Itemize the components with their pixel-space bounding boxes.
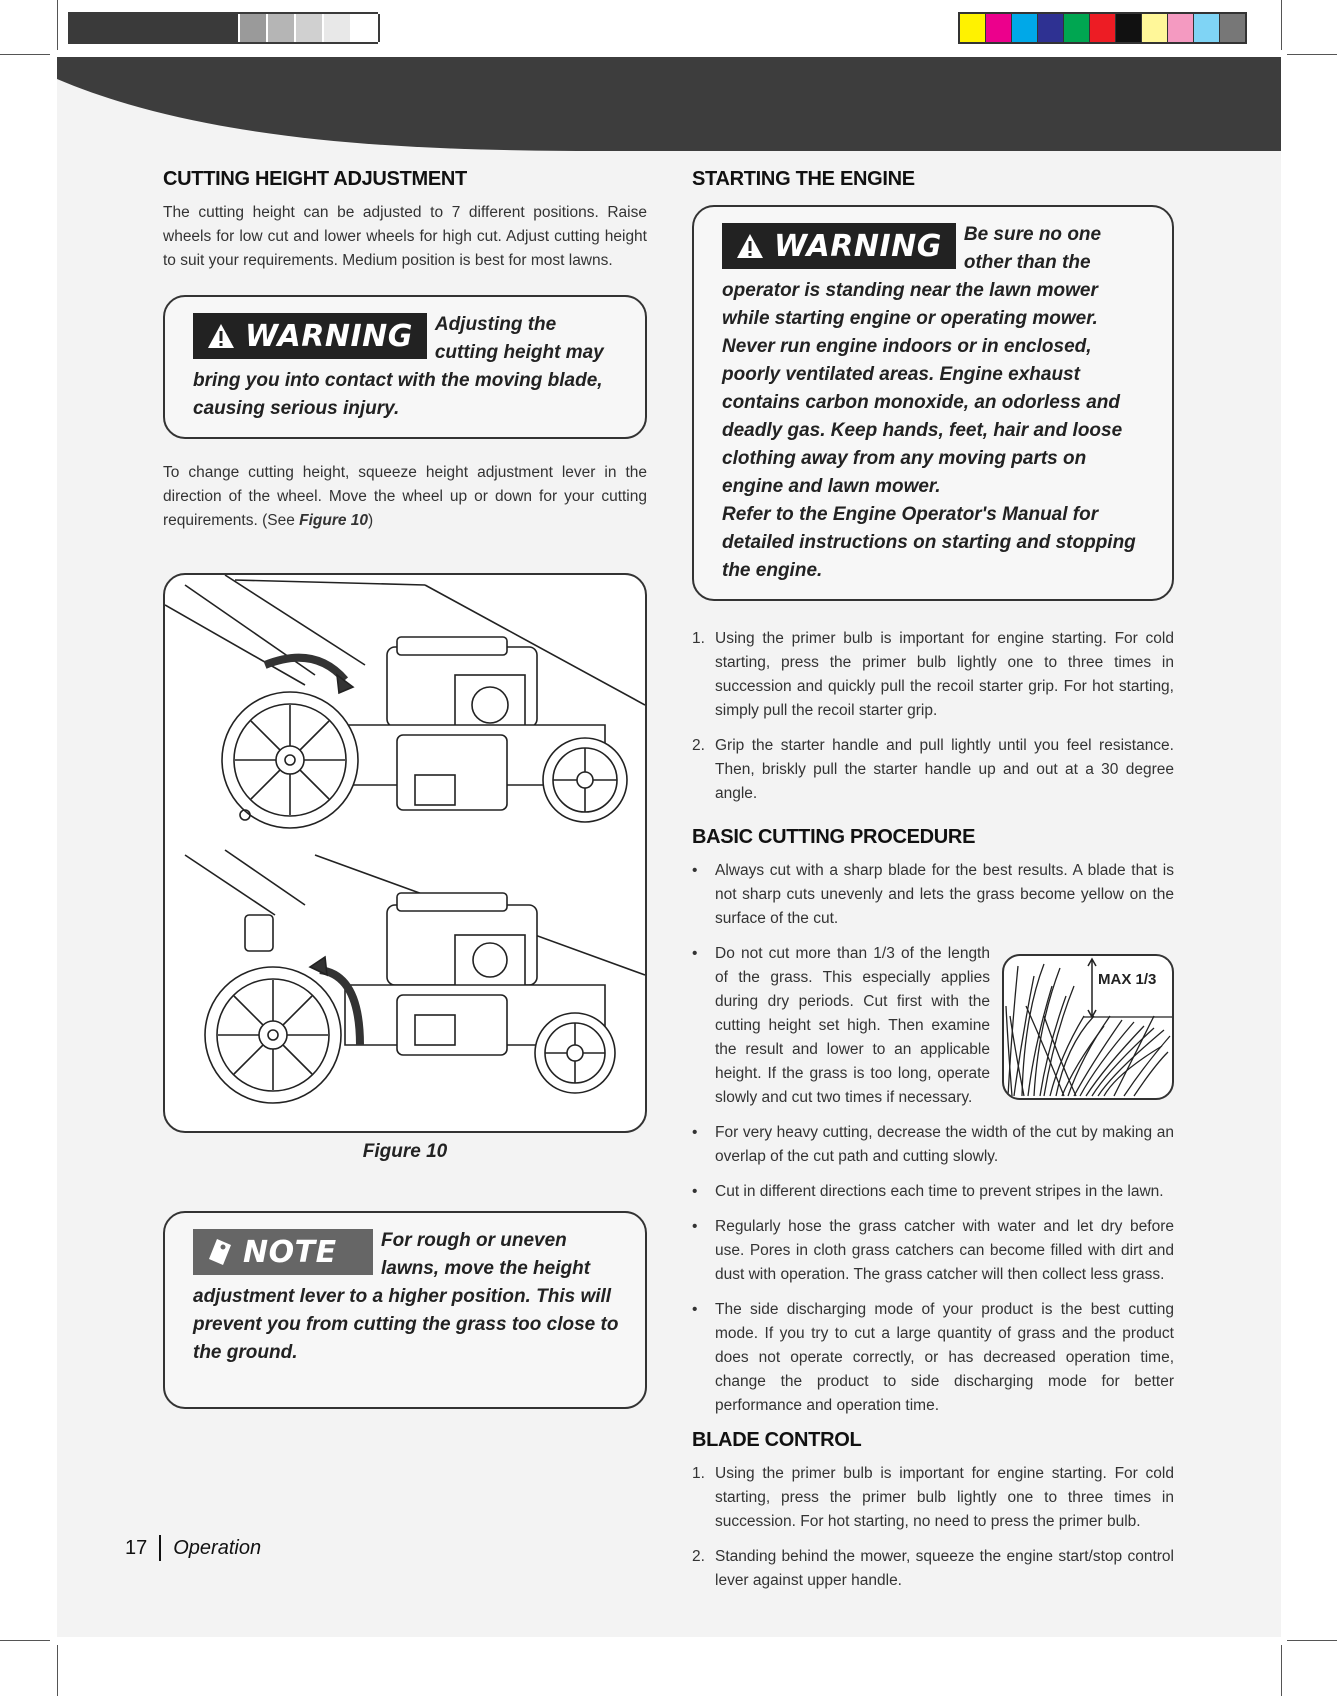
basic-cutting-bullets (692, 859, 1174, 1418)
bullet-text: For very heavy cutting, decrease the width of the cut by making an overlap of the cut path and cutting slowly. (715, 1124, 1174, 1165)
list-item (692, 859, 1174, 931)
step-number: 1. (692, 630, 705, 647)
note-tag-icon (207, 1237, 233, 1267)
page-footer (125, 1535, 261, 1561)
note-label: NOTE (243, 1234, 337, 1270)
figure-caption: Figure 10 (362, 1141, 448, 1162)
crop-mark (0, 54, 50, 55)
bullet: • (692, 1301, 698, 1318)
bullet: • (692, 945, 698, 962)
crop-mark (0, 1640, 50, 1641)
warning-box-starting (692, 205, 1174, 601)
bullet: • (692, 1183, 698, 1200)
bullet-text: Always cut with a sharp blade for the best results. A blade that is not sharp cuts unevenly and lets the grass become yellow on the surface of the cut. (715, 862, 1174, 927)
section-heading-cutting-height: CUTTING HEIGHT ADJUSTMENT (163, 168, 467, 190)
crop-mark (1281, 1645, 1282, 1696)
header-band (57, 57, 1281, 151)
left-column (163, 168, 647, 1431)
grass-illustration (1002, 954, 1174, 1100)
instructions-close: ) (368, 512, 374, 529)
crop-mark (57, 1645, 58, 1696)
section-heading-basic-cutting: BASIC CUTTING PROCEDURE (692, 826, 976, 848)
list-item (692, 1462, 1174, 1534)
step-number: 1. (692, 1465, 705, 1482)
bullet-text: Regularly hose the grass catcher with water and let dry before use. Pores in cloth grass catchers can become filled with dirt and dust with operation. The grass catcher will then collect less grass. (715, 1218, 1174, 1283)
step-text: Using the primer bulb is important for engine starting. For cold starting, press the primer bulb lightly one to three times in succession. For hot starting, no need to press the primer bulb. (715, 1465, 1174, 1530)
cutting-height-instructions (163, 461, 647, 533)
figure-reference: Figure 10 (299, 512, 369, 529)
bullet-text: Cut in different directions each time to prevent stripes in the lawn. (715, 1183, 1164, 1200)
list-item (692, 1545, 1174, 1593)
list-item (692, 627, 1174, 723)
grayscale-steps (238, 14, 380, 42)
list-item (692, 942, 1174, 1110)
crop-mark (1287, 1640, 1337, 1641)
crop-mark (57, 0, 58, 50)
step-text: Standing behind the mower, squeeze the engine start/stop control lever against upper handle. (715, 1548, 1174, 1589)
section-heading-blade-control: BLADE CONTROL (692, 1429, 862, 1451)
list-item (692, 1121, 1174, 1169)
warning-text: Adjusting the cutting height may bring you into contact with the moving blade, causing serious injury. (193, 314, 604, 419)
list-item (692, 1298, 1174, 1418)
page-number: 17 (125, 1536, 148, 1559)
figure-10-frame (163, 573, 647, 1133)
step-text: Using the primer bulb is important for engine starting. For cold starting, press the primer bulb lightly one to three times in succession and quickly pull the recoil starter grip. For hot starting, simply pull the recoil starter grip. (715, 630, 1174, 719)
warning-text: Be sure no one other than the operator is standing near the lawn mower while starting engine or operating mower. Never run engine indoors or in enclosed, poorly ventilated areas. Engine exhaust contains carbon monoxide, an odorless and deadly gas. Keep hands, feet, hair and loose clothing away from any moving parts on engine and lawn mower. (722, 224, 1123, 497)
footer-section: Operation (173, 1536, 262, 1559)
right-column (692, 168, 1174, 1604)
step-number: 2. (692, 1548, 705, 1565)
bullet: • (692, 862, 698, 879)
list-item (692, 1180, 1174, 1204)
grass-icon (1004, 956, 1172, 1098)
section-heading-starting-engine: STARTING THE ENGINE (692, 168, 915, 190)
warning-triangle-icon (207, 323, 235, 349)
mower-high-position (185, 850, 645, 1103)
list-item (692, 734, 1174, 806)
step-number: 2. (692, 737, 705, 754)
list-item (692, 1215, 1174, 1287)
mower-low-position (165, 575, 645, 828)
bullet-text: Do not cut more than 1/3 of the length of the grass. This especially applies during dry periods. Cut first with the cutting height set high. Then examine the result and lower to an applicable height. If the grass is too long, operate slowly and cut two times if necessary. (715, 945, 990, 1106)
warning-label: WARNING (245, 318, 413, 354)
warning-text-refer: Refer to the Engine Operator's Manual for detailed instructions on starting and stopping the engine. (722, 504, 1136, 581)
mower-illustration (165, 575, 645, 1131)
cutting-height-intro: The cutting height can be adjusted to 7 different positions. Raise wheels for low cut and lower wheels for high cut. Adjust cutting height to suit your requirements. Medium position is best for most lawns. (163, 204, 647, 269)
color-registration-steps (958, 12, 1247, 44)
warning-triangle-icon (736, 233, 764, 259)
note-badge (193, 1229, 373, 1275)
starting-steps (692, 627, 1174, 806)
grass-max-label: MAX 1/3 (1098, 971, 1157, 988)
note-text: For rough or uneven lawns, move the height adjustment lever to a higher position. This will prevent you from cutting the grass too close to the ground. (193, 1230, 619, 1363)
step-text: Grip the starter handle and pull lightly until you feel resistance. Then, briskly pull the starter handle up and out at a 30 degree angle. (715, 737, 1174, 802)
blade-control-steps (692, 1462, 1174, 1593)
crop-mark (1281, 0, 1282, 50)
warning-badge (722, 223, 956, 269)
bullet: • (692, 1124, 698, 1141)
warning-box-cutting (163, 295, 647, 439)
note-box (163, 1211, 647, 1409)
grass-row (715, 942, 1174, 1110)
bullet-text: The side discharging mode of your product is the best cutting mode. If you try to cut a large quantity of grass and the product does not operate correctly, or has decreased operation time, change the product to side discharging mode for better performance and operation time. (715, 1301, 1174, 1414)
bullet: • (692, 1218, 698, 1235)
warning-badge (193, 313, 427, 359)
instructions-text: To change cutting height, squeeze height adjustment lever in the direction of the wheel. Move the wheel up or down for your cutting requirements. (See (163, 464, 647, 529)
crop-mark (1287, 54, 1337, 55)
footer-separator (159, 1535, 161, 1561)
warning-label: WARNING (774, 228, 942, 264)
